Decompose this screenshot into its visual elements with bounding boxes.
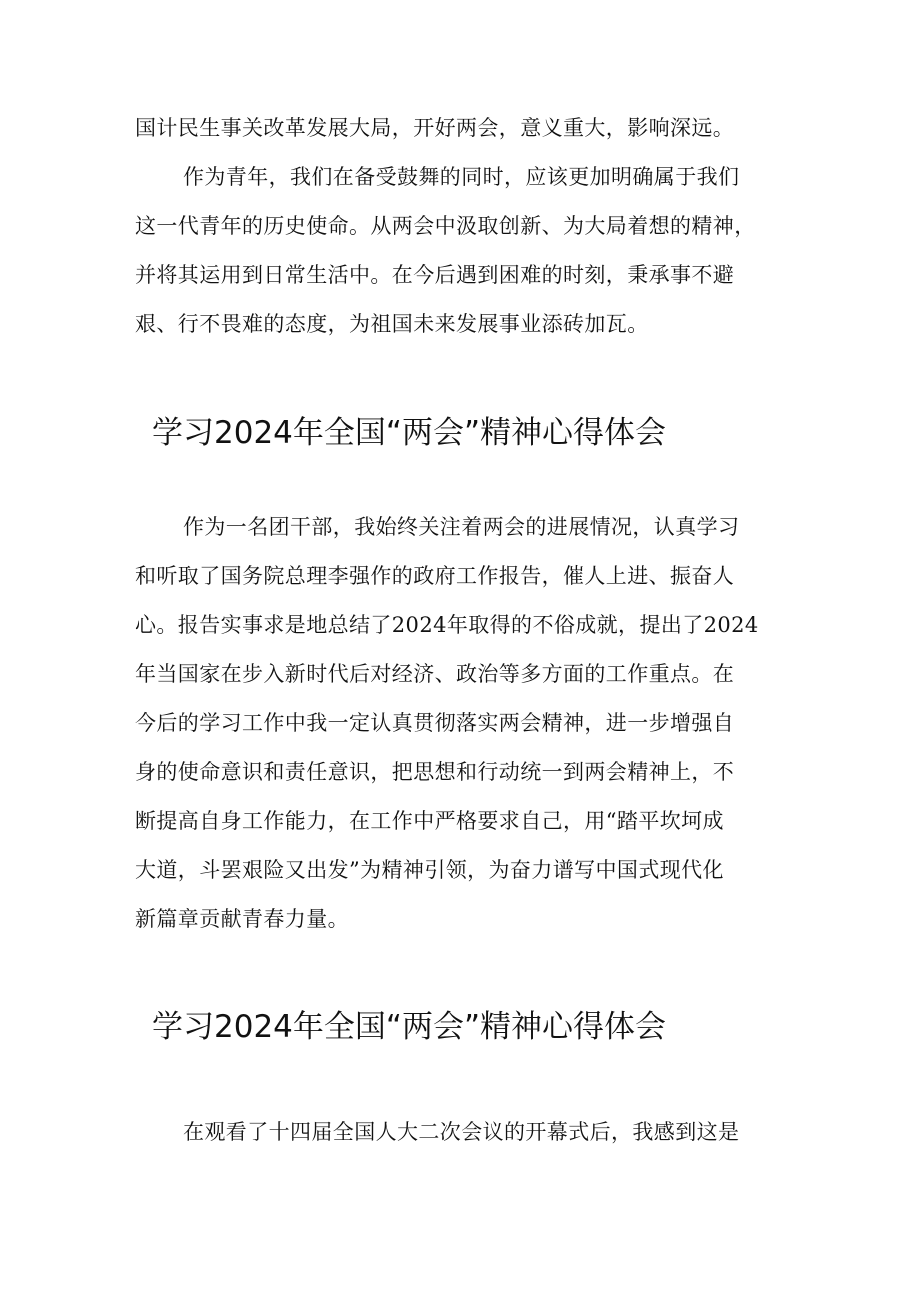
text-line: 今后的学习工作中我一定认真贯彻落实两会精神，进一步增强自 (135, 711, 735, 735)
text-line: 新篇章贡献青春力量。 (135, 907, 349, 931)
text-line: 断提高自身工作能力，在工作中严格要求自己，用“踏平坎坷成 (135, 809, 724, 833)
paragraph-body (135, 503, 795, 944)
text-line: 心。报告实事求是地总结了2024年取得的不俗成就，提出了2024 (135, 613, 759, 637)
text-line: 作为青年，我们在备受鼓舞的同时，应该更加明确属于我们 (183, 165, 740, 189)
paragraph-body (135, 1108, 795, 1157)
section-heading: 学习2024年全国“两会”精神心得体会 (152, 1009, 667, 1045)
section-heading: 学习2024年全国“两会”精神心得体会 (152, 415, 667, 451)
paragraph-intro (135, 104, 795, 349)
text-line: 艰、行不畏难的态度，为祖国未来发展事业添砖加瓦。 (135, 312, 649, 336)
text-line: 国计民生事关改革发展大局，开好两会，意义重大，影响深远。 (135, 116, 735, 140)
text-line: 这一代青年的历史使命。从两会中汲取创新、为大局着想的精神， (135, 214, 756, 238)
text-line: 在观看了十四届全国人大二次会议的开幕式后，我感到这是 (183, 1120, 740, 1144)
text-line: 并将其运用到日常生活中。在今后遇到困难的时刻，秉承事不避 (135, 263, 735, 287)
text-line: 身的使命意识和责任意识，把思想和行动统一到两会精神上，不 (135, 760, 735, 784)
text-line: 大道，斗罢艰险又出发”为精神引领，为奋力谱写中国式现代化 (135, 858, 724, 882)
text-line: 年当国家在步入新时代后对经济、政治等多方面的工作重点。在 (135, 662, 735, 686)
text-line: 和听取了国务院总理李强作的政府工作报告，催人上进、振奋人 (135, 564, 735, 588)
text-line: 作为一名团干部，我始终关注着两会的进展情况，认真学习 (183, 515, 740, 539)
